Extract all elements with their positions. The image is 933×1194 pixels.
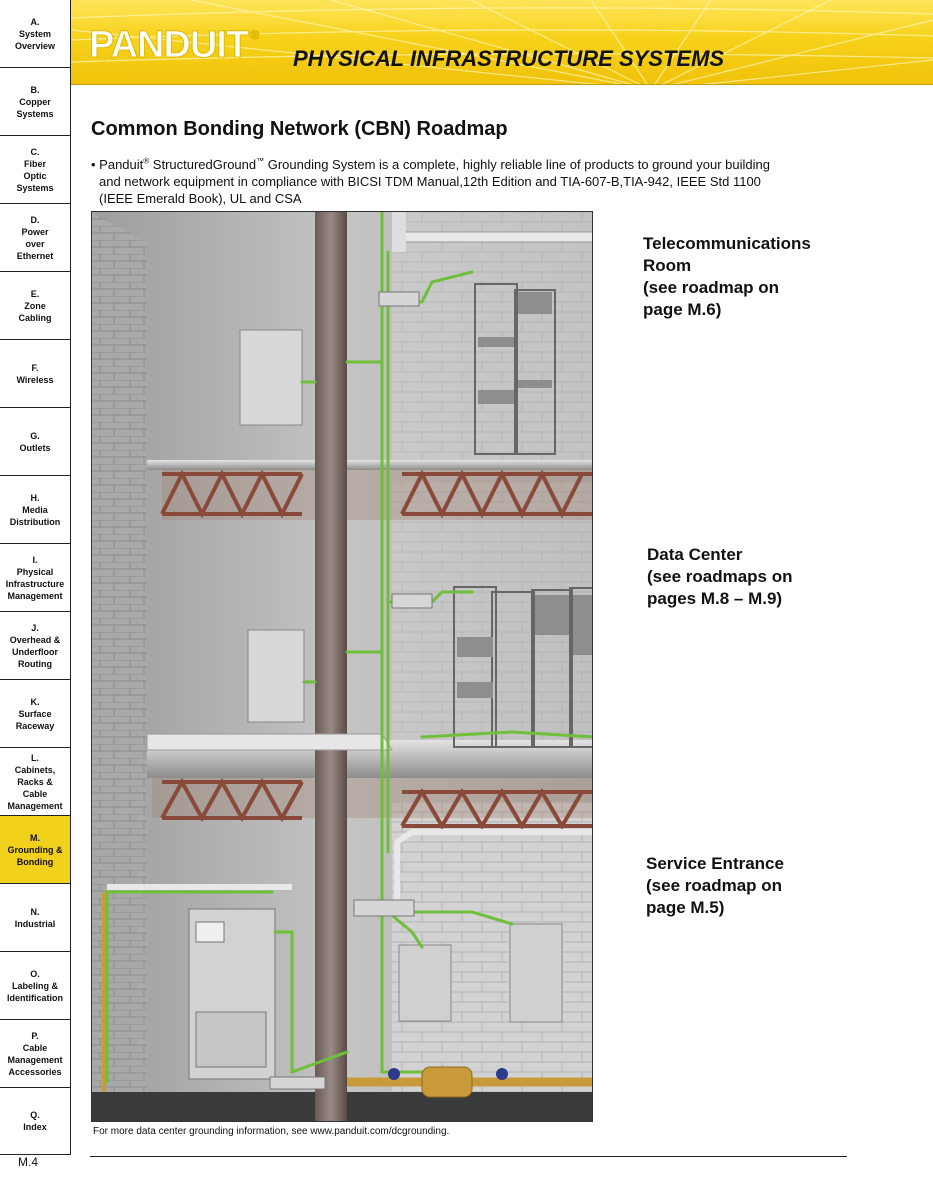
header-band (71, 0, 933, 85)
section-tab-label: L. Cabinets, Racks & Cable Management (7, 752, 63, 811)
section-tab-f[interactable] (0, 340, 70, 408)
section-tab-label: B. Copper Systems (16, 84, 54, 119)
intro-line-3: (IEEE Emerald Book), UL and CSA (99, 191, 302, 207)
section-tab-o[interactable] (0, 952, 70, 1020)
callout-line: Room (643, 256, 692, 275)
section-tab-c[interactable] (0, 136, 70, 204)
callout-service-entrance (646, 853, 784, 919)
section-tab-p[interactable] (0, 1020, 70, 1088)
section-tab-d[interactable] (0, 204, 70, 272)
section-tab-label: E. Zone Cabling (18, 288, 52, 323)
page-number: M.4 (18, 1155, 39, 1169)
section-tab-label: O. Labeling & Identification (7, 968, 63, 1003)
cbn-illustration (91, 211, 593, 1122)
section-tab-label: P. Cable Management Accessories (7, 1030, 63, 1077)
callout-line: pages M.8 – M.9) (647, 589, 783, 608)
section-tab-l[interactable] (0, 748, 70, 816)
section-tab-label: A. System Overview (14, 16, 56, 51)
section-tab-label: J. Overhead & Underfloor Routing (9, 622, 61, 669)
header-title: PHYSICAL INFRASTRUCTURE SYSTEMS (293, 46, 725, 71)
intro-line-2: and network equipment in compliance with BICSI TDM Manual,12th Edition and TIA-607-B,TIA-942, IEEE Std 1100 (99, 174, 761, 190)
section-tab-label: H. Media Distribution (9, 492, 61, 527)
callout-line: (see roadmap on (646, 876, 783, 895)
cbn-building-icon (92, 212, 593, 1122)
section-tab-n[interactable] (0, 884, 70, 952)
section-tab-label: I. Physical Infrastructure Management (5, 554, 65, 601)
section-tab-i[interactable] (0, 544, 70, 612)
footer-divider (90, 1156, 847, 1157)
section-tab-label: G. Outlets (19, 430, 51, 453)
callout-line: page M.6) (643, 300, 722, 319)
section-tab-k[interactable] (0, 680, 70, 748)
section-tab-label: D. Power over Ethernet (16, 214, 54, 261)
callout-data-center (647, 544, 793, 610)
section-sidebar (0, 0, 71, 1155)
section-tab-label: F. Wireless (16, 362, 54, 385)
section-tab-label: Q. Index (23, 1110, 47, 1132)
intro-line-1: • Panduit® StructuredGround™ Grounding System is a complete, highly reliable line of products to ground your building (91, 157, 770, 173)
callout-line: Telecommunications (643, 234, 811, 253)
footnote: For more data center grounding information, see www.panduit.com/dcgrounding. (93, 1126, 450, 1137)
section-tab-j[interactable] (0, 612, 70, 680)
section-tab-g[interactable] (0, 408, 70, 476)
callout-line: page M.5) (646, 898, 725, 917)
section-tab-label: N. Industrial (14, 906, 56, 929)
callout-telecom-room (643, 233, 811, 321)
callout-line: (see roadmaps on (647, 567, 793, 586)
section-tab-m[interactable] (0, 816, 70, 884)
section-tab-q[interactable] (0, 1088, 70, 1155)
callout-line: Service Entrance (646, 854, 784, 873)
section-tab-b[interactable] (0, 68, 70, 136)
page-title: Common Bonding Network (CBN) Roadmap (91, 118, 508, 140)
panduit-logo: PANDUIT ® (89, 24, 258, 66)
callout-line: Data Center (647, 545, 743, 564)
section-tab-label: C. Fiber Optic Systems (16, 146, 54, 193)
section-tab-e[interactable] (0, 272, 70, 340)
intro-paragraph (91, 153, 831, 207)
section-tab-h[interactable] (0, 476, 70, 544)
section-tab-a[interactable] (0, 0, 70, 68)
section-tab-label: K. Surface Raceway (15, 696, 55, 731)
section-tab-label: M. Grounding & Bonding (7, 832, 63, 867)
callout-line: (see roadmap on (643, 278, 780, 297)
